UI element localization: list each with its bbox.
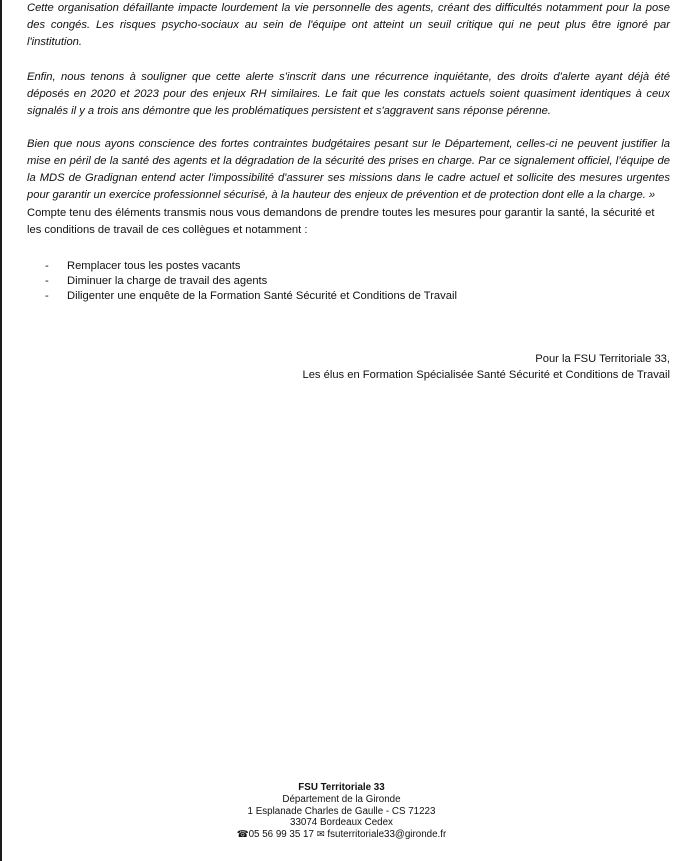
list-item xyxy=(27,274,457,289)
list-item-text: Diligenter une enquête de la Formation Santé Sécurité et Conditions de Travail xyxy=(67,290,457,302)
list-item xyxy=(27,289,457,304)
signature-block xyxy=(302,351,670,383)
envelope-icon: ✉ xyxy=(316,829,325,841)
bullet-dash: - xyxy=(45,275,49,287)
signature-line-1: Pour la FSU Territoriale 33, xyxy=(535,353,670,365)
phone-icon: ☎ xyxy=(236,829,249,841)
page-left-border xyxy=(0,0,2,861)
bullet-dash: - xyxy=(45,290,49,302)
list-item-text: Diminuer la charge de travail des agents xyxy=(67,275,268,287)
bullet-dash: - xyxy=(45,260,49,272)
list-item-text: Remplacer tous les postes vacants xyxy=(67,260,241,272)
footer-address: 1 Esplanade Charles de Gaulle - CS 71223 xyxy=(247,805,436,817)
paragraph-budget: Bien que nous ayons conscience des fortes contraintes budgétaires pesant sur le Département, celles-ci ne peuvent justifier la mise en péril de la santé des agents et la dégradation de la sécurité des prises en charge. Par ce signalement officiel, l’équipe de la MDS de Gradignan entend acter l'impossibilité d'assurer ses missions dans le cadre actuel et sollicite des mesures urgentes pour garantir un exercice professionnel sécurisé, à la hauteur des enjeux de prévention et de protection dont elle a la charge. » xyxy=(27,138,670,201)
footer xyxy=(0,782,683,841)
footer-organization: FSU Territoriale 33 xyxy=(298,782,385,793)
footer-city: 33074 Bordeaux Cedex xyxy=(290,817,393,829)
list-item xyxy=(27,259,457,274)
paragraph-demands-intro: Compte tenu des éléments transmis nous vous demandons de prendre toutes les mesures pour garantir la santé, la sécurité et les conditions de travail de ces collègues et notamment : xyxy=(27,207,655,236)
demands-list xyxy=(27,259,457,304)
paragraph-recurrence: Enfin, nous tenons à souligner que cette alerte s'inscrit dans une récurrence inquiétante, des droits d'alerte ayant déjà été déposés en 2020 et 2023 pour des enjeux RH similaires. Le fait que les constats actuels soient quasiment identiques à ceux signalés il y a trois ans démontre que les problématiques persistent et s'aggravent sans réponse pérenne. xyxy=(27,71,670,117)
footer-phone: 05 56 99 35 17 xyxy=(248,829,314,841)
footer-contact xyxy=(0,829,683,841)
paragraph-organisation: Cette organisation défaillante impacte lourdement la vie personnelle des agents, créant des difficultés notamment pour la pose des congés. Les risques psycho-sociaux au sein de l'équipe ont atteint un seuil critique qui ne peut plus être ignoré par l'institution. xyxy=(27,2,670,48)
footer-email[interactable]: fsuterritoriale33@gironde.fr xyxy=(327,829,447,841)
signature-line-2: Les élus en Formation Spécialisée Santé Sécurité et Conditions de Travail xyxy=(302,369,670,381)
footer-department: Département de la Gironde xyxy=(282,793,401,805)
